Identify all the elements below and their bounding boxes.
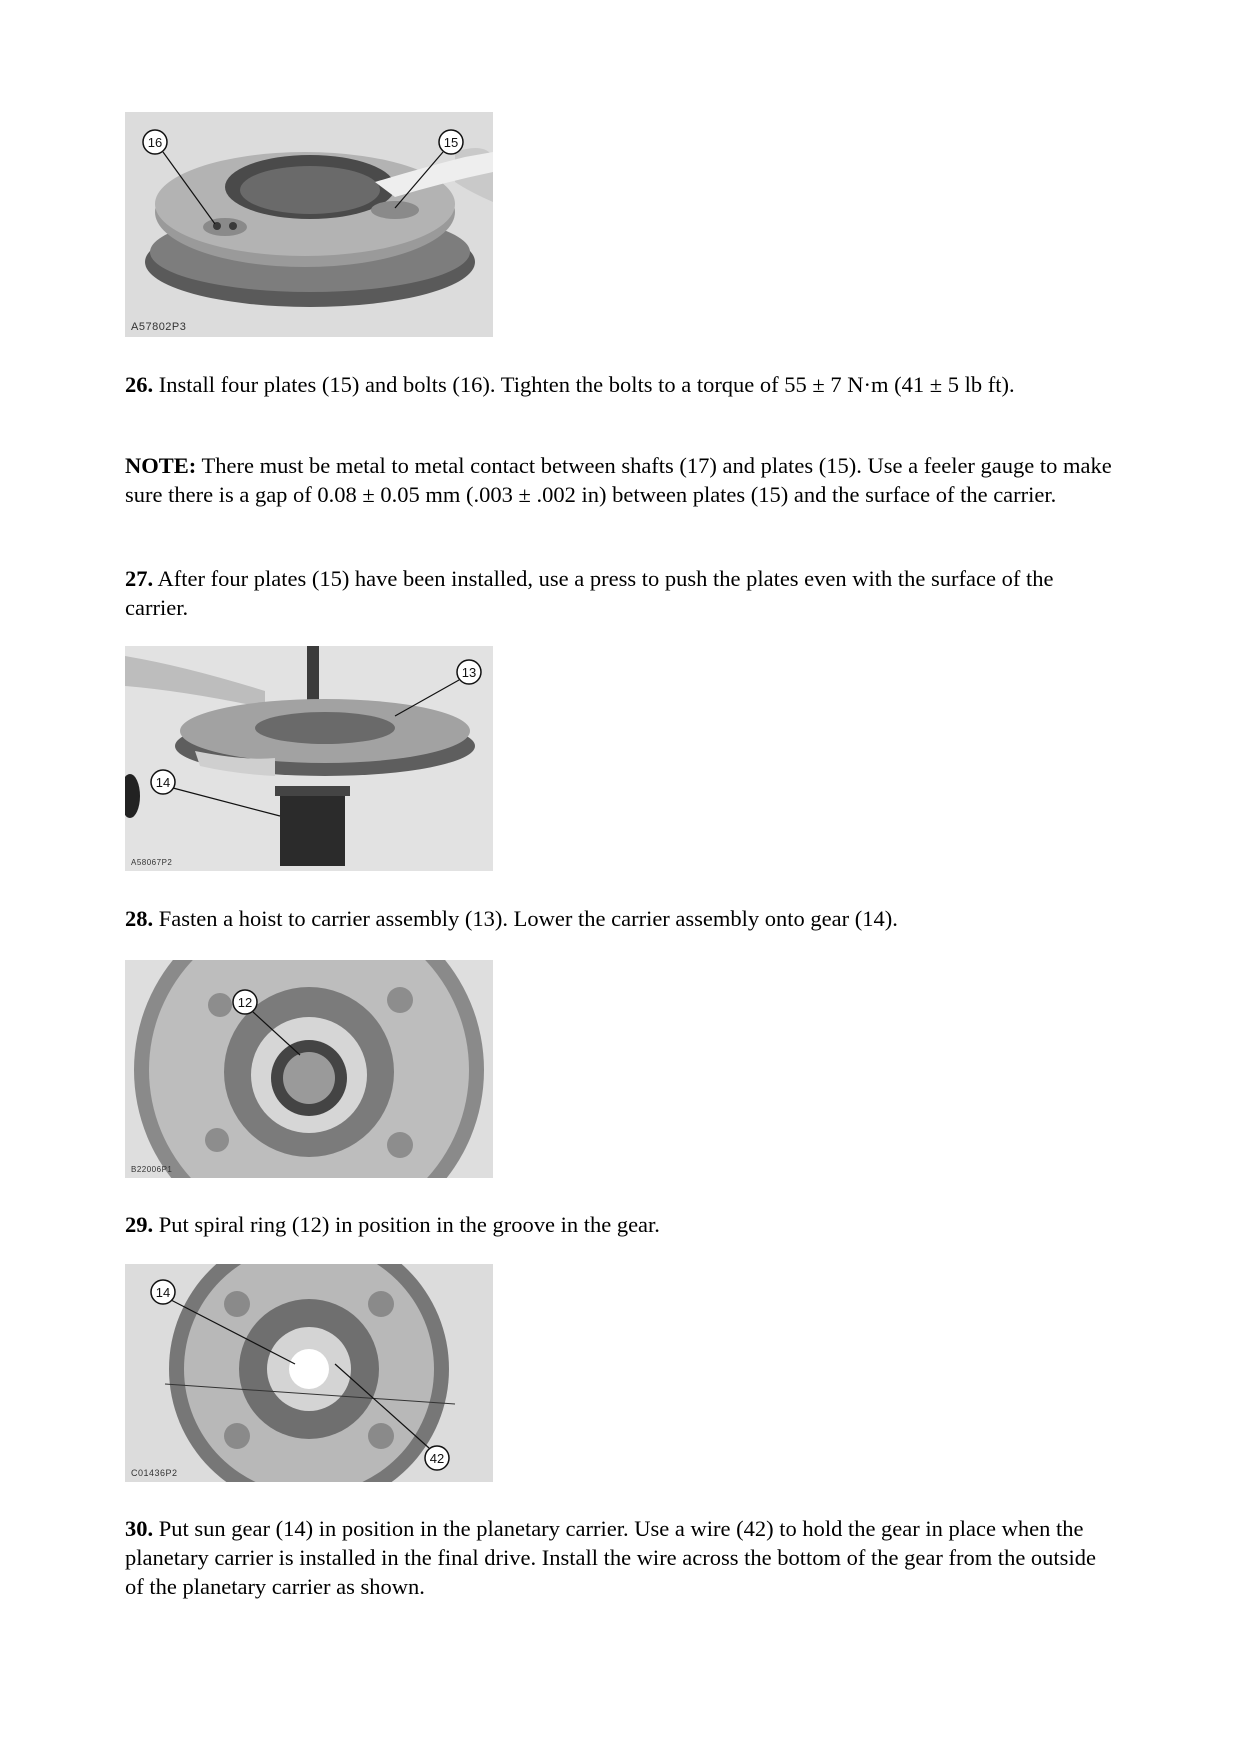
step-27 [125,564,1115,622]
step-text: Install four plates (15) and bolts (16). Tighten the bolts to a torque of 55 ± 7 N·m (41 ± 5 lb ft). [153,372,1015,397]
step-number: 28. [125,906,154,931]
figure-code: A58067P2 [131,858,173,867]
figure-carrier-hoist [125,646,493,871]
figure-code: A57802P3 [131,321,187,333]
step-30 [125,1514,1115,1601]
figure-code: B22006P1 [131,1165,173,1174]
carrier-hoist-photo [125,646,493,871]
svg-text:14: 14 [155,1285,171,1300]
step-26 [125,370,1115,399]
note-text: There must be metal to metal contact between shafts (17) and plates (15). Use a feeler gauge to make sure there is a gap of 0.08 ± 0.05 mm (.003 ± .002 in) between plates (15) and the surface of the carrier. [125,453,1112,507]
step-29 [125,1210,1115,1239]
step-text: Put spiral ring (12) in position in the groove in the gear. [153,1212,660,1237]
svg-text:13: 13 [461,665,477,680]
spiral-ring-photo [125,960,493,1178]
step-28 [125,904,1115,933]
note-label: NOTE: [125,453,197,478]
step-number: 27. [125,566,154,591]
svg-text:16: 16 [147,135,163,150]
step-text: Fasten a hoist to carrier assembly (13). Lower the carrier assembly onto gear (14). [153,906,898,931]
svg-text:42: 42 [429,1451,445,1466]
figure-code: C01436P2 [131,1468,178,1478]
step-number: 26. [125,372,154,397]
figure-sun-gear-wire [125,1264,493,1482]
step-text: After four plates (15) have been installed, use a press to push the plates even with the surface of the carrier. [125,566,1054,620]
sun-gear-wire-photo [125,1264,493,1482]
step-number: 29. [125,1212,154,1237]
svg-text:15: 15 [443,135,459,150]
carrier-plates-photo [125,112,493,337]
figure-carrier-plates [125,112,493,337]
step-text: Put sun gear (14) in position in the planetary carrier. Use a wire (42) to hold the gear in place when the planetary carrier is installed in the final drive. Install the wire across the bottom of the gear from the outside of the planetary carrier as shown. [125,1516,1096,1599]
step-number: 30. [125,1516,154,1541]
svg-text:12: 12 [237,995,253,1010]
svg-text:14: 14 [155,775,171,790]
note-paragraph [125,451,1115,509]
figure-spiral-ring [125,960,493,1178]
